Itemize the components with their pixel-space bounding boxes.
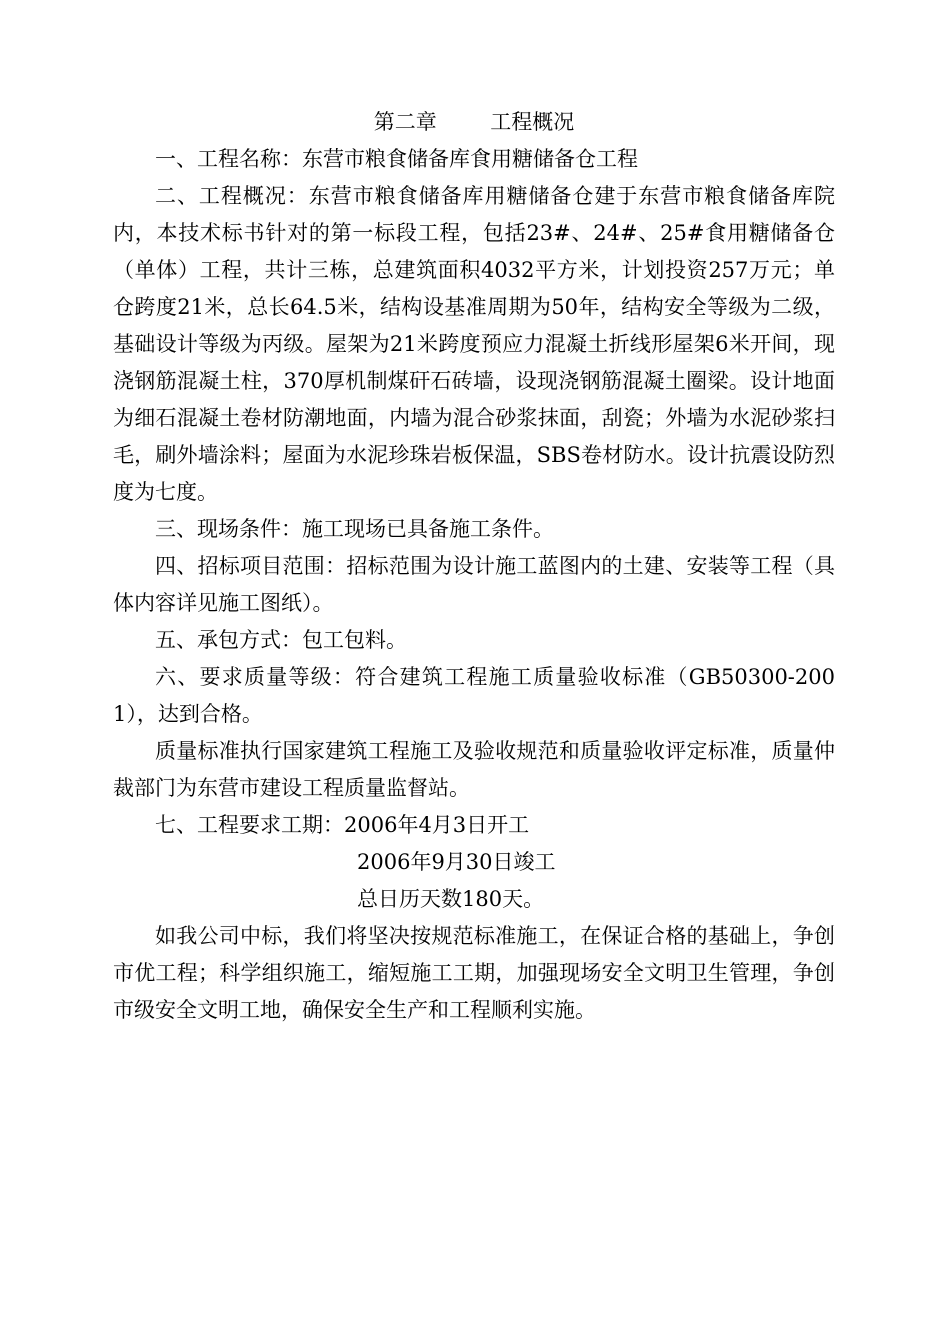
bid-scope-paragraph: 四、招标项目范围：招标范围为设计施工蓝图内的土建、安装等工程（具体内容详见施工图纸）。 xyxy=(113,554,835,615)
quality-standard-paragraph: 质量标准执行国家建筑工程施工及验收规范和质量验收评定标准，质量仲裁部门为东营市建设工程质量监督站。 xyxy=(113,739,835,800)
site-conditions-paragraph: 三、现场条件：施工现场已具备施工条件。 xyxy=(155,517,554,541)
schedule-start-line: 七、工程要求工期：2006年4月3日开工 xyxy=(155,813,530,837)
schedule-total-line: 总日历天数180天。 xyxy=(357,887,545,911)
schedule-end-line: 2006年9月30日竣工 xyxy=(357,850,556,874)
document-page xyxy=(113,104,835,1029)
contract-mode-paragraph: 五、承包方式：包工包料。 xyxy=(155,628,407,652)
commitment-paragraph: 如我公司中标，我们将坚决按规范标准施工，在保证合格的基础上，争创市优工程；科学组织施工，缩短施工工期，加强现场安全文明卫生管理，争创市级安全文明工地，确保安全生产和工程顺利实施。 xyxy=(113,924,835,1022)
project-name-paragraph: 一、工程名称：东营市粮食储备库食用糖储备仓工程 xyxy=(155,147,638,171)
chapter-title: 第二章 工程概况 xyxy=(373,110,575,134)
quality-grade-paragraph: 六、要求质量等级：符合建筑工程施工质量验收标准（GB50300-2001），达到合格。 xyxy=(113,665,835,726)
project-overview-paragraph: 二、工程概况：东营市粮食储备库用糖储备仓建于东营市粮食储备库院内，本技术标书针对的第一标段工程，包括23#、24#、25#食用糖储备仓（单体）工程，共计三栋，总建筑面积4032平方米，计划投资257万元；单仓跨度21米，总长64.5米，结构设基准周期为50年，结构安全等级为二级，基础设计等级为丙级。屋架为21米跨度预应力混凝土折线形屋架6米开间，现浇钢筋混凝土柱，370厚机制煤矸石砖墙，设现浇钢筋混凝土圈梁。设计地面为细石混凝土卷材防潮地面，内墙为混合砂浆抹面，刮瓷；外墙为水泥砂浆扫毛，刷外墙涂料；屋面为水泥珍珠岩板保温，SBS卷材防水。设计抗震设防烈度为七度。 xyxy=(113,184,835,504)
